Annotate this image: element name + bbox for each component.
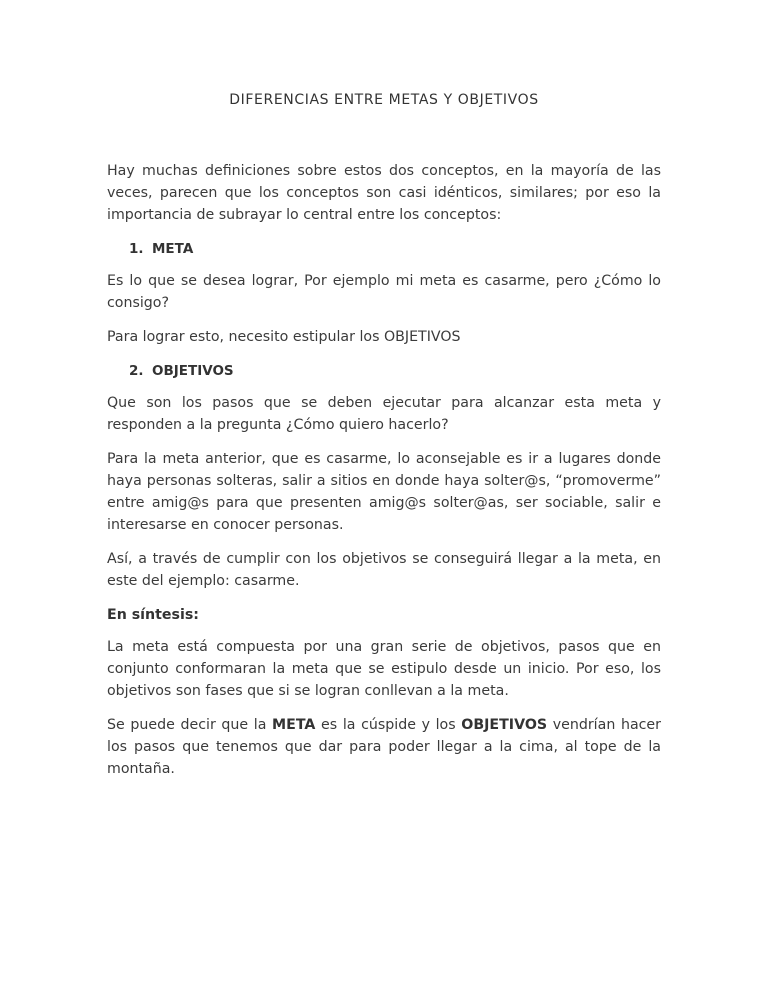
sintesis-heading: En síntesis: <box>107 607 199 623</box>
final-text-2: es la cúspide y los <box>315 717 462 733</box>
final-paragraph <box>107 714 661 780</box>
final-bold-objetivos: OBJETIVOS <box>461 717 548 733</box>
document-page <box>107 92 661 792</box>
sintesis-paragraph: La meta está compuesta por una gran serie de objetivos, pasos que en conjunto conformaran la meta que se estipulo desde un inicio. Por eso, los objetivos son fases que si se logran conllevan a la meta. <box>107 639 661 699</box>
intro-paragraph: Hay muchas definiciones sobre estos dos conceptos, en la mayoría de las veces, parecen que los conceptos son casi idénticos, similares; por eso la importancia de subrayar lo central entre los conceptos: <box>107 163 661 223</box>
section-heading-objetivos <box>129 360 661 382</box>
final-text-1: Se puede decir que la <box>107 717 273 733</box>
section-heading-meta <box>129 238 661 260</box>
final-text-3: vendrían hacer los pasos que tenemos que dar para poder llegar a la cima, al tope de la montaña. <box>107 717 661 777</box>
final-bold-meta: META <box>272 717 316 733</box>
objetivos-paragraph-1: Que son los pasos que se deben ejecutar para alcanzar esta meta y responden a la pregunta ¿Cómo quiero hacerlo? <box>107 395 661 433</box>
objetivos-paragraph-2: Para la meta anterior, que es casarme, lo aconsejable es ir a lugares donde haya personas solteras, salir a sitios en donde haya solter@s, “promoverme” entre amig@s para que presenten amig@s solter@as, ser sociable, salir e interesarse en conocer personas. <box>107 451 661 533</box>
section-number: 2. <box>129 363 144 379</box>
objetivos-paragraph-3: Así, a través de cumplir con los objetivos se conseguirá llegar a la meta, en este del ejemplo: casarme. <box>107 551 661 589</box>
section-number: 1. <box>129 241 144 257</box>
document-title: DIFERENCIAS ENTRE METAS Y OBJETIVOS <box>229 92 539 108</box>
meta-paragraph-2: Para lograr esto, necesito estipular los OBJETIVOS <box>107 329 461 345</box>
meta-paragraph-1: Es lo que se desea lograr, Por ejemplo mi meta es casarme, pero ¿Cómo lo consigo? <box>107 273 661 311</box>
section-label: OBJETIVOS <box>152 363 234 379</box>
section-label: META <box>152 241 194 257</box>
